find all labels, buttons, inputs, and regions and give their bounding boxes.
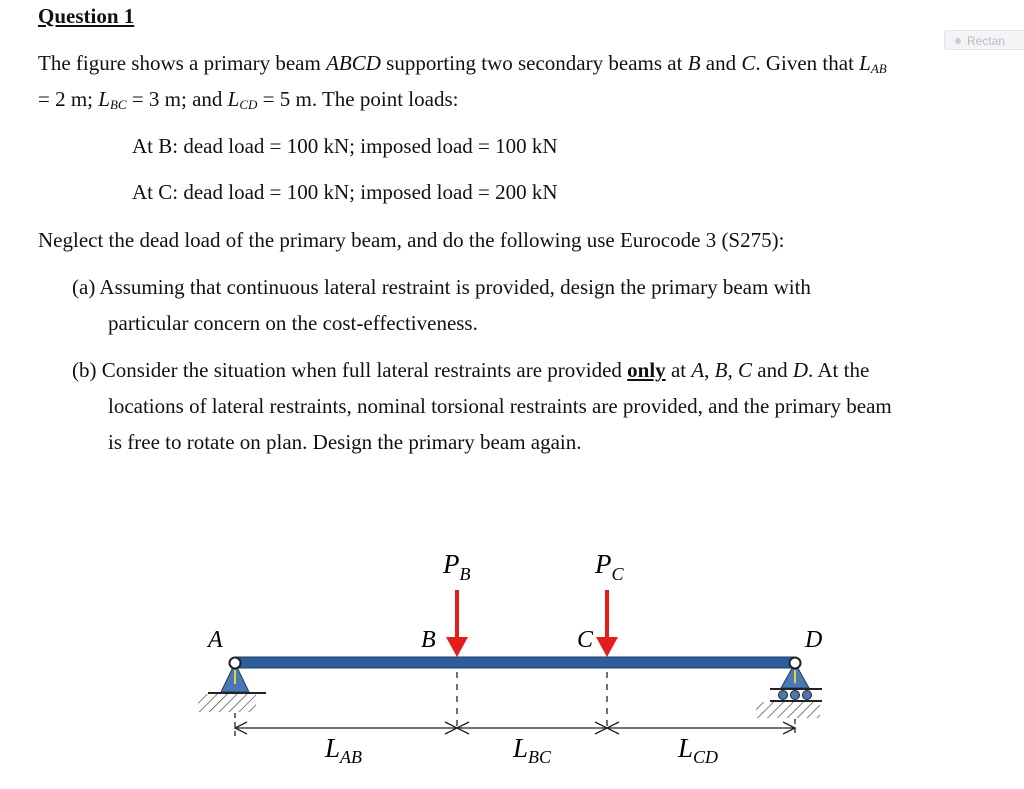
question-title: Question 1: [38, 4, 135, 28]
point-c-label: C: [577, 627, 594, 653]
primary-beam: [236, 657, 794, 668]
load-at-c: At C: dead load = 100 kN; imposed load = 200 kN: [132, 180, 558, 204]
intro-line-1: The figure shows a primary beam ABCD supporting two secondary beams at B and C. Given that $L_{AB}$: [38, 51, 887, 76]
intro-line-2: = 2 m; $L_{BC} = 3$ m; and $L_{CD} = 5$ m. The point loads:: [38, 87, 459, 112]
part-a-line-1: (a) Assuming that continuous lateral restraint is provided, design the primary beam with: [72, 275, 811, 299]
load-at-b: At B: dead load = 100 kN; imposed load = 100 kN: [132, 134, 558, 158]
part-b-line-2: locations of lateral restraints, nominal torsional restraints are provided, and the primary beam: [108, 394, 892, 418]
part-b-line-3: is free to rotate on plan. Design the primary beam again.: [108, 430, 582, 454]
point-b-label: B: [421, 627, 436, 653]
load-c-label: $P_C$: [595, 549, 624, 584]
part-a-line-2: particular concern on the cost-effectiveness.: [108, 311, 478, 335]
load-arrow-b: [446, 590, 468, 657]
badge-label: Rectan: [967, 34, 1006, 48]
span-cd-label: $L_{CD}$: [678, 733, 719, 767]
load-b-label: $P_B$: [443, 549, 471, 584]
point-a-label: A: [208, 627, 223, 653]
load-arrow-c: [596, 590, 618, 657]
neglect-statement: Neglect the dead load of the primary beam, and do the following use Eurocode 3 (S275):: [38, 228, 785, 252]
part-b-line-1: (b) Consider the situation when full lateral restraints are provided only at A, B, C and D. At the: [72, 358, 870, 382]
span-bc-label: $L_{BC}$: [513, 733, 552, 767]
point-d-label: D: [805, 627, 823, 653]
span-ab-label: $L_{AB}$: [325, 733, 363, 767]
